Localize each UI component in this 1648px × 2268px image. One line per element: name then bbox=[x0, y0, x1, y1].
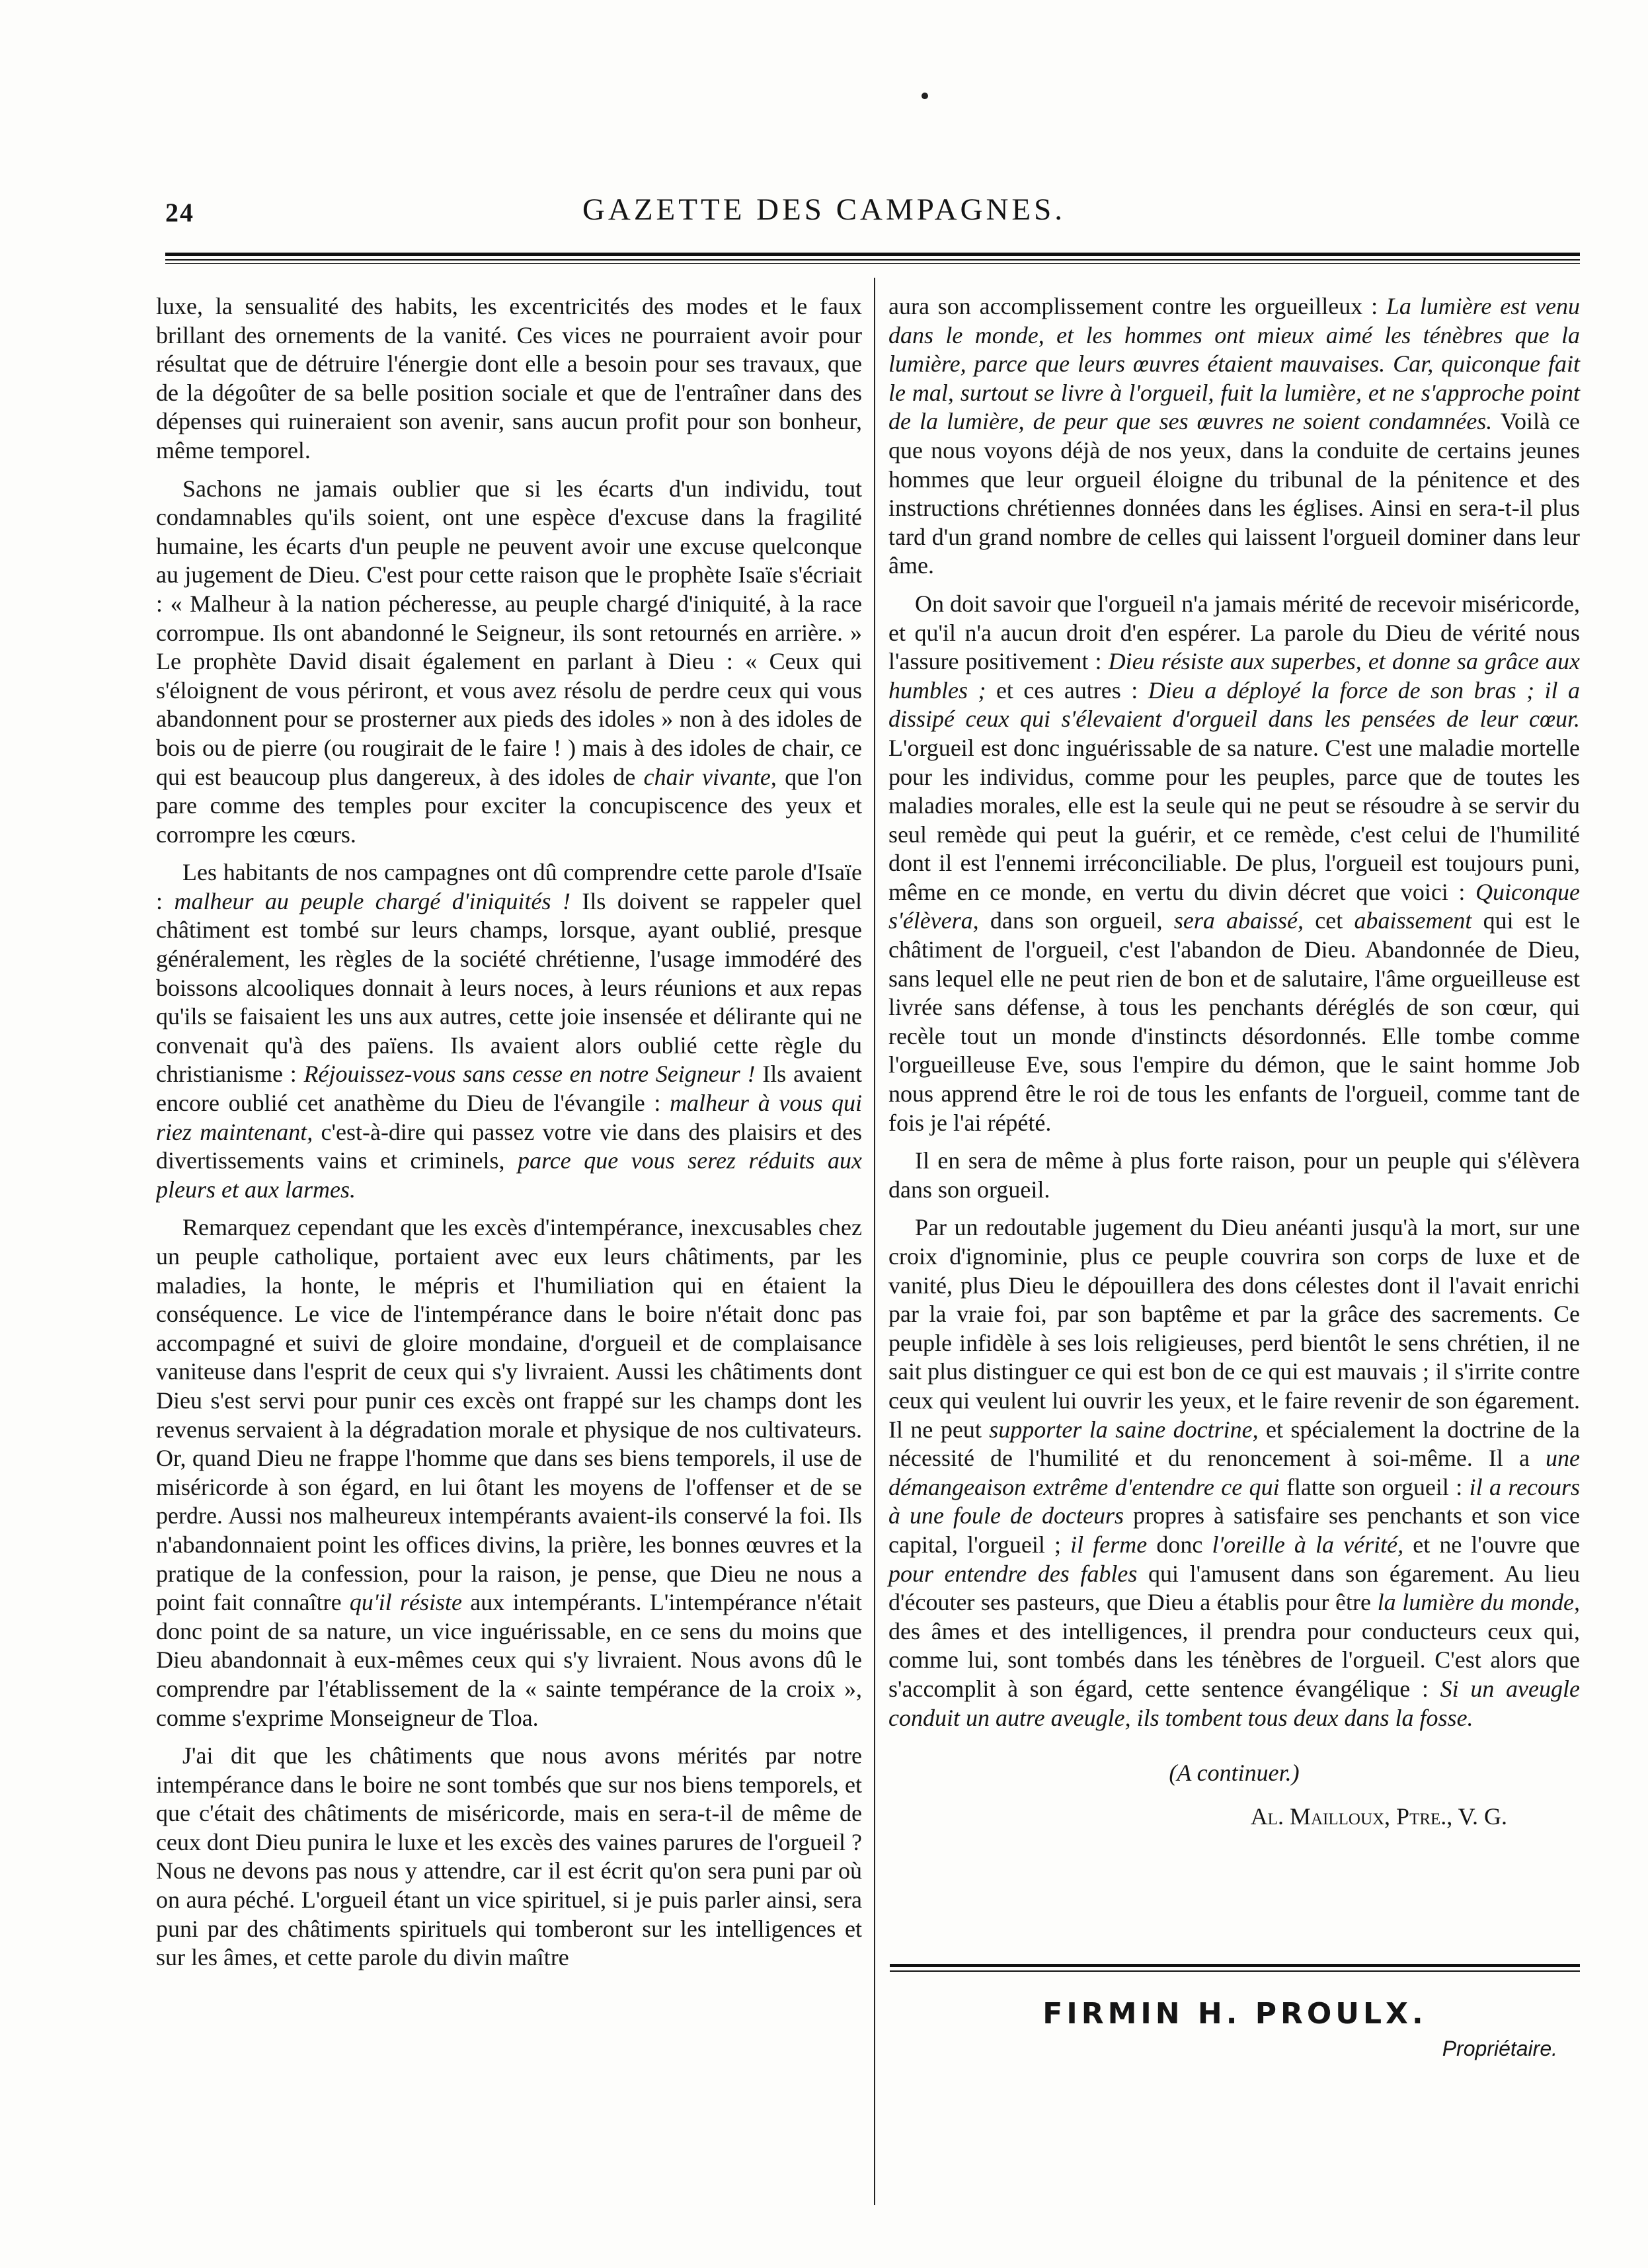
right-p2-emphasis-5: abaissement bbox=[1354, 907, 1472, 934]
left-p3-emphasis-4: parce que vous serez réduits aux pleurs et aux larmes. bbox=[156, 1147, 862, 1203]
to-be-continued: (A continuer.) bbox=[1169, 1760, 1300, 1787]
left-p2-text-b: , que l'on pare comme des temples pour exciter la concupiscence des yeux et corrompre les cœurs. bbox=[156, 763, 862, 848]
right-p2-text-b: et ces autres : bbox=[996, 676, 1138, 704]
right-p4-text-g: qui l'amusent dans son égarement. Au lieu d'écouter ses pasteurs, que Dieu a établis pour être bbox=[888, 1560, 1581, 1616]
right-p4-emphasis-3: il a recours à une foule de docteurs bbox=[888, 1473, 1580, 1529]
right-p4-emphasis-2: une démangeaison extrême d'entendre ce qui bbox=[888, 1445, 1581, 1500]
right-paragraph-2 bbox=[888, 590, 1580, 1137]
right-p4-emphasis-7: la lumière du monde, bbox=[1377, 1589, 1580, 1616]
right-column bbox=[888, 292, 1580, 1840]
right-paragraph-4 bbox=[888, 1213, 1580, 1732]
left-paragraph-3 bbox=[156, 858, 862, 1204]
right-paragraph-3: Il en sera de même à plus forte raison, pour un peuple qui s'élèvera dans son orgueil. bbox=[888, 1147, 1580, 1203]
right-p1-text-a: aura son accomplissement contre les orgueilleux : bbox=[888, 293, 1378, 319]
header-rule-hairline bbox=[165, 263, 1580, 264]
right-p4-text-h: des âmes et des intelligences, il prendra pour conducteurs ceux qui, comme lui, sont tombés dans les ténèbres de l'orgueil. C'est alors que s'accomplit à son égard, cette sentence évangélique : bbox=[888, 1617, 1580, 1702]
right-p4-emphasis-1: supporter la saine doctrine, bbox=[989, 1416, 1259, 1443]
right-p2-emphasis-3: Quiconque s'élèvera, bbox=[888, 878, 1580, 934]
right-p1-text-b: Voilà ce que nous voyons déjà de nos yeux, dans la conduite de certains jeunes hommes que leur orgueil éloigne du tribunal de la pénitence et des instructions chrétiennes données dans les églises. Ainsi en sera-t-il plus tard d'un grand nombre de celles qui laissent l'orgueil dominer dans leur âme. bbox=[888, 408, 1581, 579]
right-p4-text-b: et spécialement la doctrine de la nécessité de l'humilité et du renoncement à soi-même. Il a bbox=[888, 1416, 1581, 1472]
left-p2-emphasis: chair vivante bbox=[643, 763, 771, 790]
left-paragraph-1: luxe, la sensualité des habits, les excentricités des modes et le faux brillant des ornements de la vanité. Ces vices ne pourraient avoir pour résultat que de détruire l'énergie dont elle a besoin pour ses travaux, que de la dégoûter de sa belle position sociale et que de l'entraîner dans des dépenses qui ruineraient son avenir, sans aucun profit pour son bonheur, même temporel. bbox=[156, 293, 862, 464]
left-paragraph-4 bbox=[156, 1213, 862, 1732]
left-p4-emphasis: qu'il résiste bbox=[349, 1589, 462, 1616]
right-p4-emphasis-4: il ferme bbox=[1070, 1531, 1148, 1558]
left-p3-emphasis-1: malheur au peuple chargé d'iniquités ! bbox=[174, 887, 570, 914]
left-p4-text-a: Remarquez cependant que les excès d'intempérance, inexcusables chez un peuple catholique, portaient avec eux leurs châtiments, par les maladies, la honte, le mépris et l'humiliation qui en étaient la conséquence. Le vice de l'intempérance dans le boire n'était donc pas accompagné et suivi de gloire mondaine, d'orgueil et de complaisance vaniteuse dans l'esprit de ceux qui s'y livraient. Aussi les châtiments dont Dieu s'est servi pour punir ces excès ont frappé sur les champs dont les revenus servaient à la dégradation morale et physique de nos cultivateurs. Or, quand Dieu ne frappe l'homme que dans ses biens temporels, il use de miséricorde à son égard, en lui ôtant les moyens de l'offenser et de se perdre. Aussi nos malheureux intempérants avaient-ils conservé la foi. Ils n'abandonnaient point les offices divins, la prière, les bonnes œuvres et la pratique de la confession, pour la raison, je pense, que Dieu ne nous a point fait connaître bbox=[156, 1214, 862, 1616]
left-p4-text-b: aux intempérants. L'intempérance n'était donc point de sa nature, un vice inguérissable, en ce sens du moins que Dieu abandonnait à eux-mêmes ceux qui s'y livraient. Nous avons dû le comprendre par l'établissement de la « sainte tempérance de la croix », comme s'exprime Monseigneur de Tloa. bbox=[156, 1589, 862, 1731]
left-p3-text-d: c'est-à-dire qui passez votre vie dans des plaisirs et des divertissements vains et criminels, bbox=[156, 1118, 862, 1174]
footer-rule-thick bbox=[890, 1964, 1580, 1967]
left-p2-text-a: Sachons ne jamais oublier que si les écarts d'un individu, tout condamnables qu'ils soient, ont une espèce d'excuse dans la fragilité humaine, les écarts d'un peuple ne peuvent avoir une excuse quelconque au jugement de Dieu. C'est pour cette raison que le prophète Isaïe s'écriait : « Malheur à la nation pécheresse, au peuple chargé d'iniquité, à la race corrompue. Ils ont abandonné le Seigneur, ils sont retournés en arrière. » Le prophète David disait également en parlant à Dieu : « Ceux qui s'éloignent de vous périront, et vous avez résolu de perdre ceux qui vous abandonnent pour se prosterner aux pieds des idoles » non à des idoles de bois ou de pierre (ou rougirait de le faire ! ) mais à des idoles de chair, ce qui est beaucoup plus dangereux, à des idoles de bbox=[156, 475, 862, 790]
right-p4-text-d: propres à satisfaire ses penchants et son vice capital, l'orgueil ; bbox=[888, 1502, 1581, 1558]
right-p4-emphasis-6: pour entendre des fables bbox=[888, 1560, 1138, 1587]
right-p2-emphasis-1: Dieu résiste aux superbes, et donne sa grâce aux humbles ; bbox=[888, 648, 1580, 704]
header-rule-thin bbox=[165, 259, 1580, 261]
proprietor-name: FIRMIN H. PROULX. bbox=[1042, 1997, 1427, 2031]
footer-rule-thin bbox=[890, 1970, 1580, 1972]
left-p3-text-a: Les habitants de nos campagnes ont dû comprendre cette parole d'Isaïe : bbox=[156, 859, 862, 914]
right-p2-emphasis-2: Dieu a déployé la force de son bras ; il a dissipé ceux qui s'élevaient d'orgueil dans les pensées de leur cœur. bbox=[888, 676, 1581, 733]
right-p2-text-e: cet bbox=[1315, 907, 1343, 934]
left-p3-text-c: Ils avaient encore oublié cet anathème du Dieu de l'évangile : bbox=[156, 1061, 862, 1117]
right-p2-emphasis-4: sera abaissé, bbox=[1173, 907, 1304, 934]
header-rule-thick bbox=[165, 253, 1580, 256]
left-paragraph-5: J'ai dit que les châtiments que nous avons mérités par notre intempérance dans le boire ne sont tombés que sur nos biens temporels, et que c'était des châtiments de miséricorde, mais en sera-t-il de même de ceux dont Dieu punira le luxe et les excès des vaines parures de l'orgueil ? Nous ne devons pas nous y attendre, car il est écrit qu'on sera puni par où on aura péché. L'orgueil étant un vice spirituel, si je puis parler ainsi, sera puni par des châtiments spirituels qui tomberont sur les intelligences et sur les âmes, et cette parole du divin maître bbox=[156, 1742, 862, 1971]
right-p4-text-a: Par un redoutable jugement du Dieu anéanti jusqu'à la mort, sur une croix d'ignominie, plus ce peuple couvrira son corps de luxe et de vanité, plus Dieu le dépouillera des dons célestes dont il l'avait enrichi par la vraie foi, par son baptême et par la grâce des sacrements. Ce peuple infidèle à ses lois religieuses, perd bientôt le sens chrétien, il ne sait plus distinguer ce qui est bon de ce qui est mauvais ; il s'irrite contre ceux qui veulent lui ouvrir les yeux, et le faire revenir de son égarement. Il ne peut bbox=[888, 1214, 1580, 1443]
right-paragraph-1 bbox=[888, 292, 1580, 581]
right-p4-text-e: donc bbox=[1156, 1531, 1203, 1558]
left-p3-emphasis-3: malheur à vous qui riez maintenant, bbox=[156, 1090, 862, 1145]
right-p1-emphasis: La lumière est venu dans le monde, et les hommes ont mieux aimé les ténèbres que la lumière, parce que leurs œuvres étaient mauvaises. Car, quiconque fait le mal, surtout se livre à l'orgueil, fuit la lumière, et ne s'approche point de la lumière, de peur que ses œuvres ne soient condamnées. bbox=[888, 293, 1580, 435]
ink-speck bbox=[922, 93, 928, 99]
masthead-title: GAZETTE DES CAMPAGNES. bbox=[582, 192, 1066, 227]
right-p2-text-a: On doit savoir que l'orgueil n'a jamais mérité de recevoir miséricorde, et qu'il n'a aucun droit d'en espérer. La parole du Dieu de vérité nous l'assure positivement : bbox=[888, 590, 1580, 675]
right-p4-emphasis-5: l'oreille à la vérité, bbox=[1212, 1531, 1404, 1558]
left-p3-emphasis-2: Réjouissez-vous sans cesse en notre Seigneur ! bbox=[303, 1061, 756, 1088]
author-signature: Al. Mailloux, Ptre., V. G. bbox=[1250, 1802, 1507, 1830]
right-p2-text-c: L'orgueil est donc inguérissable de sa nature. C'est une maladie mortelle pour les individus, comme pour les peuples, parce que de toutes les maladies morales, elle est la seule qui ne peut se résoudre à se servir du seul remède qui peut la guérir, et ce remède, c'est celui de l'humilité dont il est l'ennemi irréconciliable. De plus, l'orgueil est toujours puni, même en ce monde, en vertu du divin décret que voici : bbox=[888, 734, 1580, 905]
column-divider bbox=[874, 278, 875, 2205]
right-p4-emphasis-8: Si un aveugle conduit un autre aveugle, ils tombent tous deux dans la fosse. bbox=[888, 1675, 1580, 1731]
right-p2-text-f: qui est le châtiment de l'orgueil, c'est l'abandon de Dieu. Abandonnée de Dieu, sans lequel elle ne peut rien de bon et de salutaire, l'âme orgueilleuse est livrée sans défense, à tous les penchants déréglés de son cœur, qui recèle tout un monde d'instincts désordonnés. Elle tombe comme l'orgueilleuse Eve, sous l'empire du démon, que le saint homme Job nous apprend être le roi de tous les enfants de l'orgueil, comme tant de fois je l'ai répété. bbox=[888, 907, 1581, 1136]
right-p4-text-c: flatte son orgueil : bbox=[1286, 1473, 1463, 1500]
proprietor-role: Propriétaire. bbox=[1442, 2037, 1557, 2060]
right-p2-text-d: dans son orgueil, bbox=[990, 907, 1163, 934]
right-p4-text-f: et ne l'ouvre que bbox=[1413, 1531, 1580, 1558]
left-p3-text-b: Ils doivent se rappeler quel châtiment est tombé sur leurs champs, lorsque, ayant oublié, presque généralement, les règles de la société chrétienne, l'usage immodéré des boissons alcooliques donnait à leurs noces, à leurs réunions et aux repas qu'ils se faisaient les uns aux autres, cette joie insensée et délirante qui ne convenait qu'à des païens. Ils avaient alors oublié cette règle du christianisme : bbox=[156, 887, 862, 1088]
left-column bbox=[156, 292, 862, 2207]
left-paragraph-2 bbox=[156, 475, 862, 850]
page-number: 24 bbox=[165, 198, 194, 227]
